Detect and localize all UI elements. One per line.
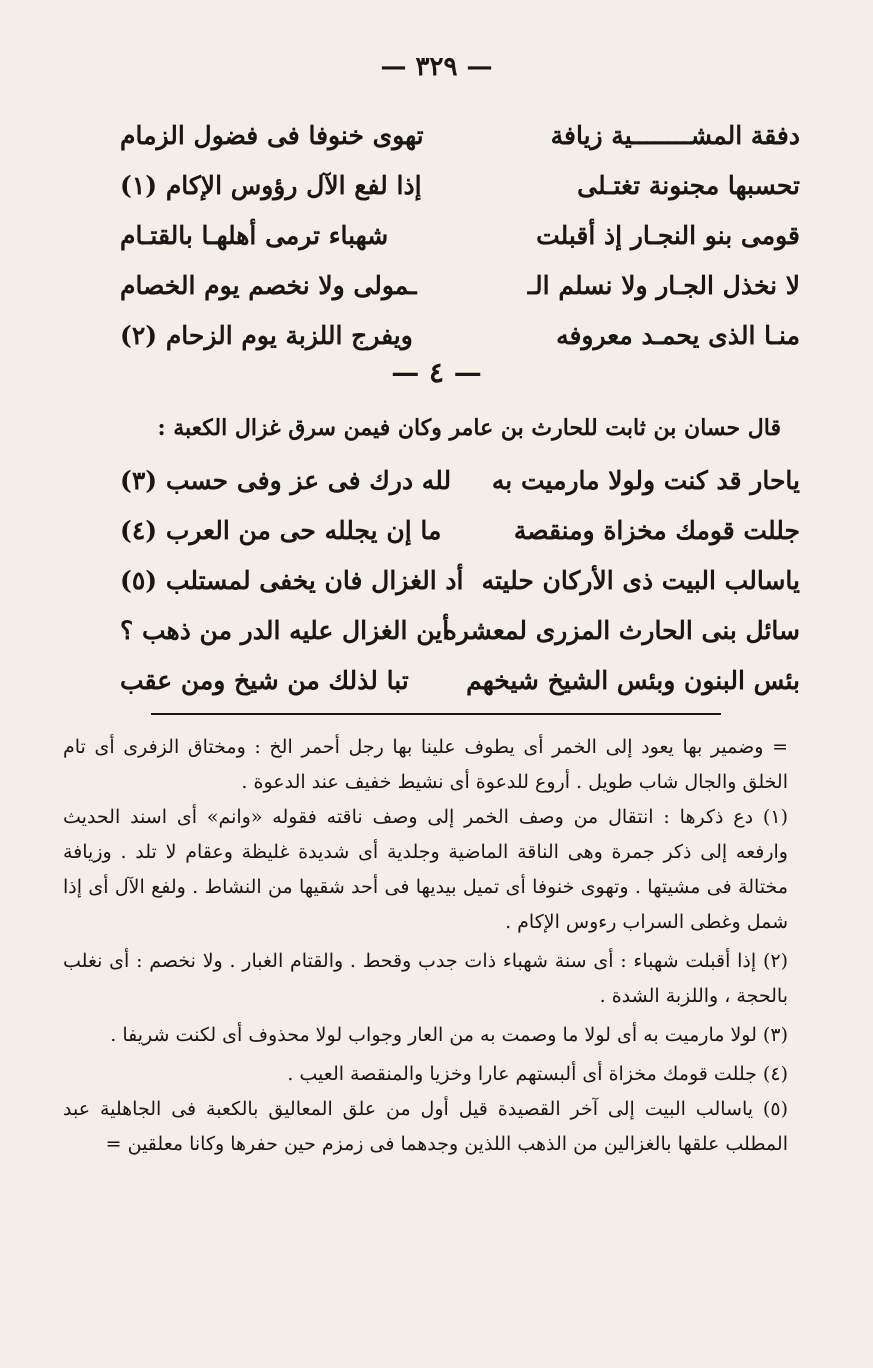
verse-first-hemistich: تحسبها مجنونة تغتـلى <box>577 170 800 200</box>
footnote-1: (١) دع ذكرها : انتقال من وصف الخمر إلى وصف ناقته فقوله «وانم» أى اسند الحديث وارفعه إلى ذكر جمرة وهى الناقة الماضية وجلدية أى شديدة غليظة وعقام لا تلد . وزيافة مختالة فى مشيتها . وتهوى خنوفا أى تميل بيديها فى أحد شقيها من النشاط . ولفع الآل أى إذا شمل وغطى السراب رءوس الإكام . <box>63 806 788 933</box>
verse-first-hemistich: بئس البنون وبئس الشيخ شيخهم <box>466 665 800 695</box>
verse-first-hemistich: ياحار قد كنت ولولا مارميت به <box>491 465 800 495</box>
verse-second-hemistich: ما إن يجلله حى من العرب (٤) <box>120 515 442 545</box>
poem-introduction: قال حسان بن ثابت للحارث بن عامر وكان فيمن سرق غزال الكعبة : <box>157 415 781 441</box>
verse-row <box>120 210 800 260</box>
footnote-continuation: = وضمير بها يعود إلى الخمر أى يطوف علينا بها رجل أحمر الخ : ومختاق الزفرى أى تام الخلق والجال شاب طويل . أروع للدعوة أى نشيط خفيف عند الدعوة . <box>63 736 788 793</box>
poem-section-4 <box>120 455 800 705</box>
verse-row <box>120 110 800 160</box>
page-number: — ٣٢٩ — <box>380 52 493 82</box>
verse-second-hemistich: إذا لفع الآل رؤوس الإكام (١) <box>120 170 422 200</box>
verse-second-hemistich: أين الغزال عليه الدر من ذهب ؟ <box>120 615 450 645</box>
footnote-divider <box>151 713 721 715</box>
verse-second-hemistich: أد الغزال فان يخفى لمستلب (٥) <box>120 565 464 595</box>
verse-first-hemistich: سائل بنى الحارث المزرى لمعشره <box>443 615 800 645</box>
verse-second-hemistich: شهباء ترمى أهلهـا بالقتـام <box>120 220 389 250</box>
footnote-3: (٣) لولا مارميت به أى لولا ما وصمت به من العار وجواب لولا محذوف أى لكنت شريفا . <box>110 1024 788 1046</box>
verse-row <box>120 160 800 210</box>
poem-section-3 <box>120 110 800 360</box>
verse-row <box>120 310 800 360</box>
verse-first-hemistich: جللت قومك مخزاة ومنقصة <box>513 515 800 545</box>
verse-row <box>120 260 800 310</box>
verse-second-hemistich: تهوى خنوفا فى فضول الزمام <box>120 120 424 150</box>
section-number: — ٤ — <box>391 356 482 389</box>
verse-first-hemistich: دفقة المشــــــــية زيافة <box>550 120 800 150</box>
verse-first-hemistich: قومى بنو النجـار إذ أقبلت <box>536 220 800 250</box>
verse-second-hemistich: لله درك فى عز وفى حسب (٣) <box>120 465 452 495</box>
verse-second-hemistich: تبا لذلك من شيخ ومن عقب <box>120 665 409 695</box>
footnote-2: (٢) إذا أقبلت شهباء : أى سنة شهباء ذات جدب وقحط . والقتام الغبار . ولا نخصم : أى نغلب بالحجة ، واللزبة الشدة . <box>63 950 788 1007</box>
footnote-5: (٥) ياسالب البيت إلى آخر القصيدة قيل أول من علق المعاليق بالكعبة فى الجاهلية عبد المطلب علقها بالغزالين من الذهب اللذين وجدهما فى زمزم حين حفرها وكانا معلقين = <box>63 1098 788 1155</box>
verse-first-hemistich: لا نخذل الجـار ولا نسلم الـ <box>527 270 800 300</box>
verse-row <box>120 505 800 555</box>
verse-second-hemistich: ـمولى ولا نخصم يوم الخصام <box>120 270 417 300</box>
verse-row <box>120 455 800 505</box>
verse-second-hemistich: ويفرج اللزبة يوم الزحام (٢) <box>120 320 413 350</box>
verse-row <box>120 655 800 705</box>
verse-first-hemistich: منـا الذى يحمـد معروفه <box>556 320 800 350</box>
verse-row <box>120 555 800 605</box>
verse-row <box>120 605 800 655</box>
footnotes <box>63 730 788 1162</box>
verse-first-hemistich: ياسالب البيت ذى الأركان حليته <box>481 565 800 595</box>
footnote-4: (٤) جللت قومك مخزاة أى ألبستهم عارا وخزيا والمنقصة العيب . <box>287 1063 788 1085</box>
